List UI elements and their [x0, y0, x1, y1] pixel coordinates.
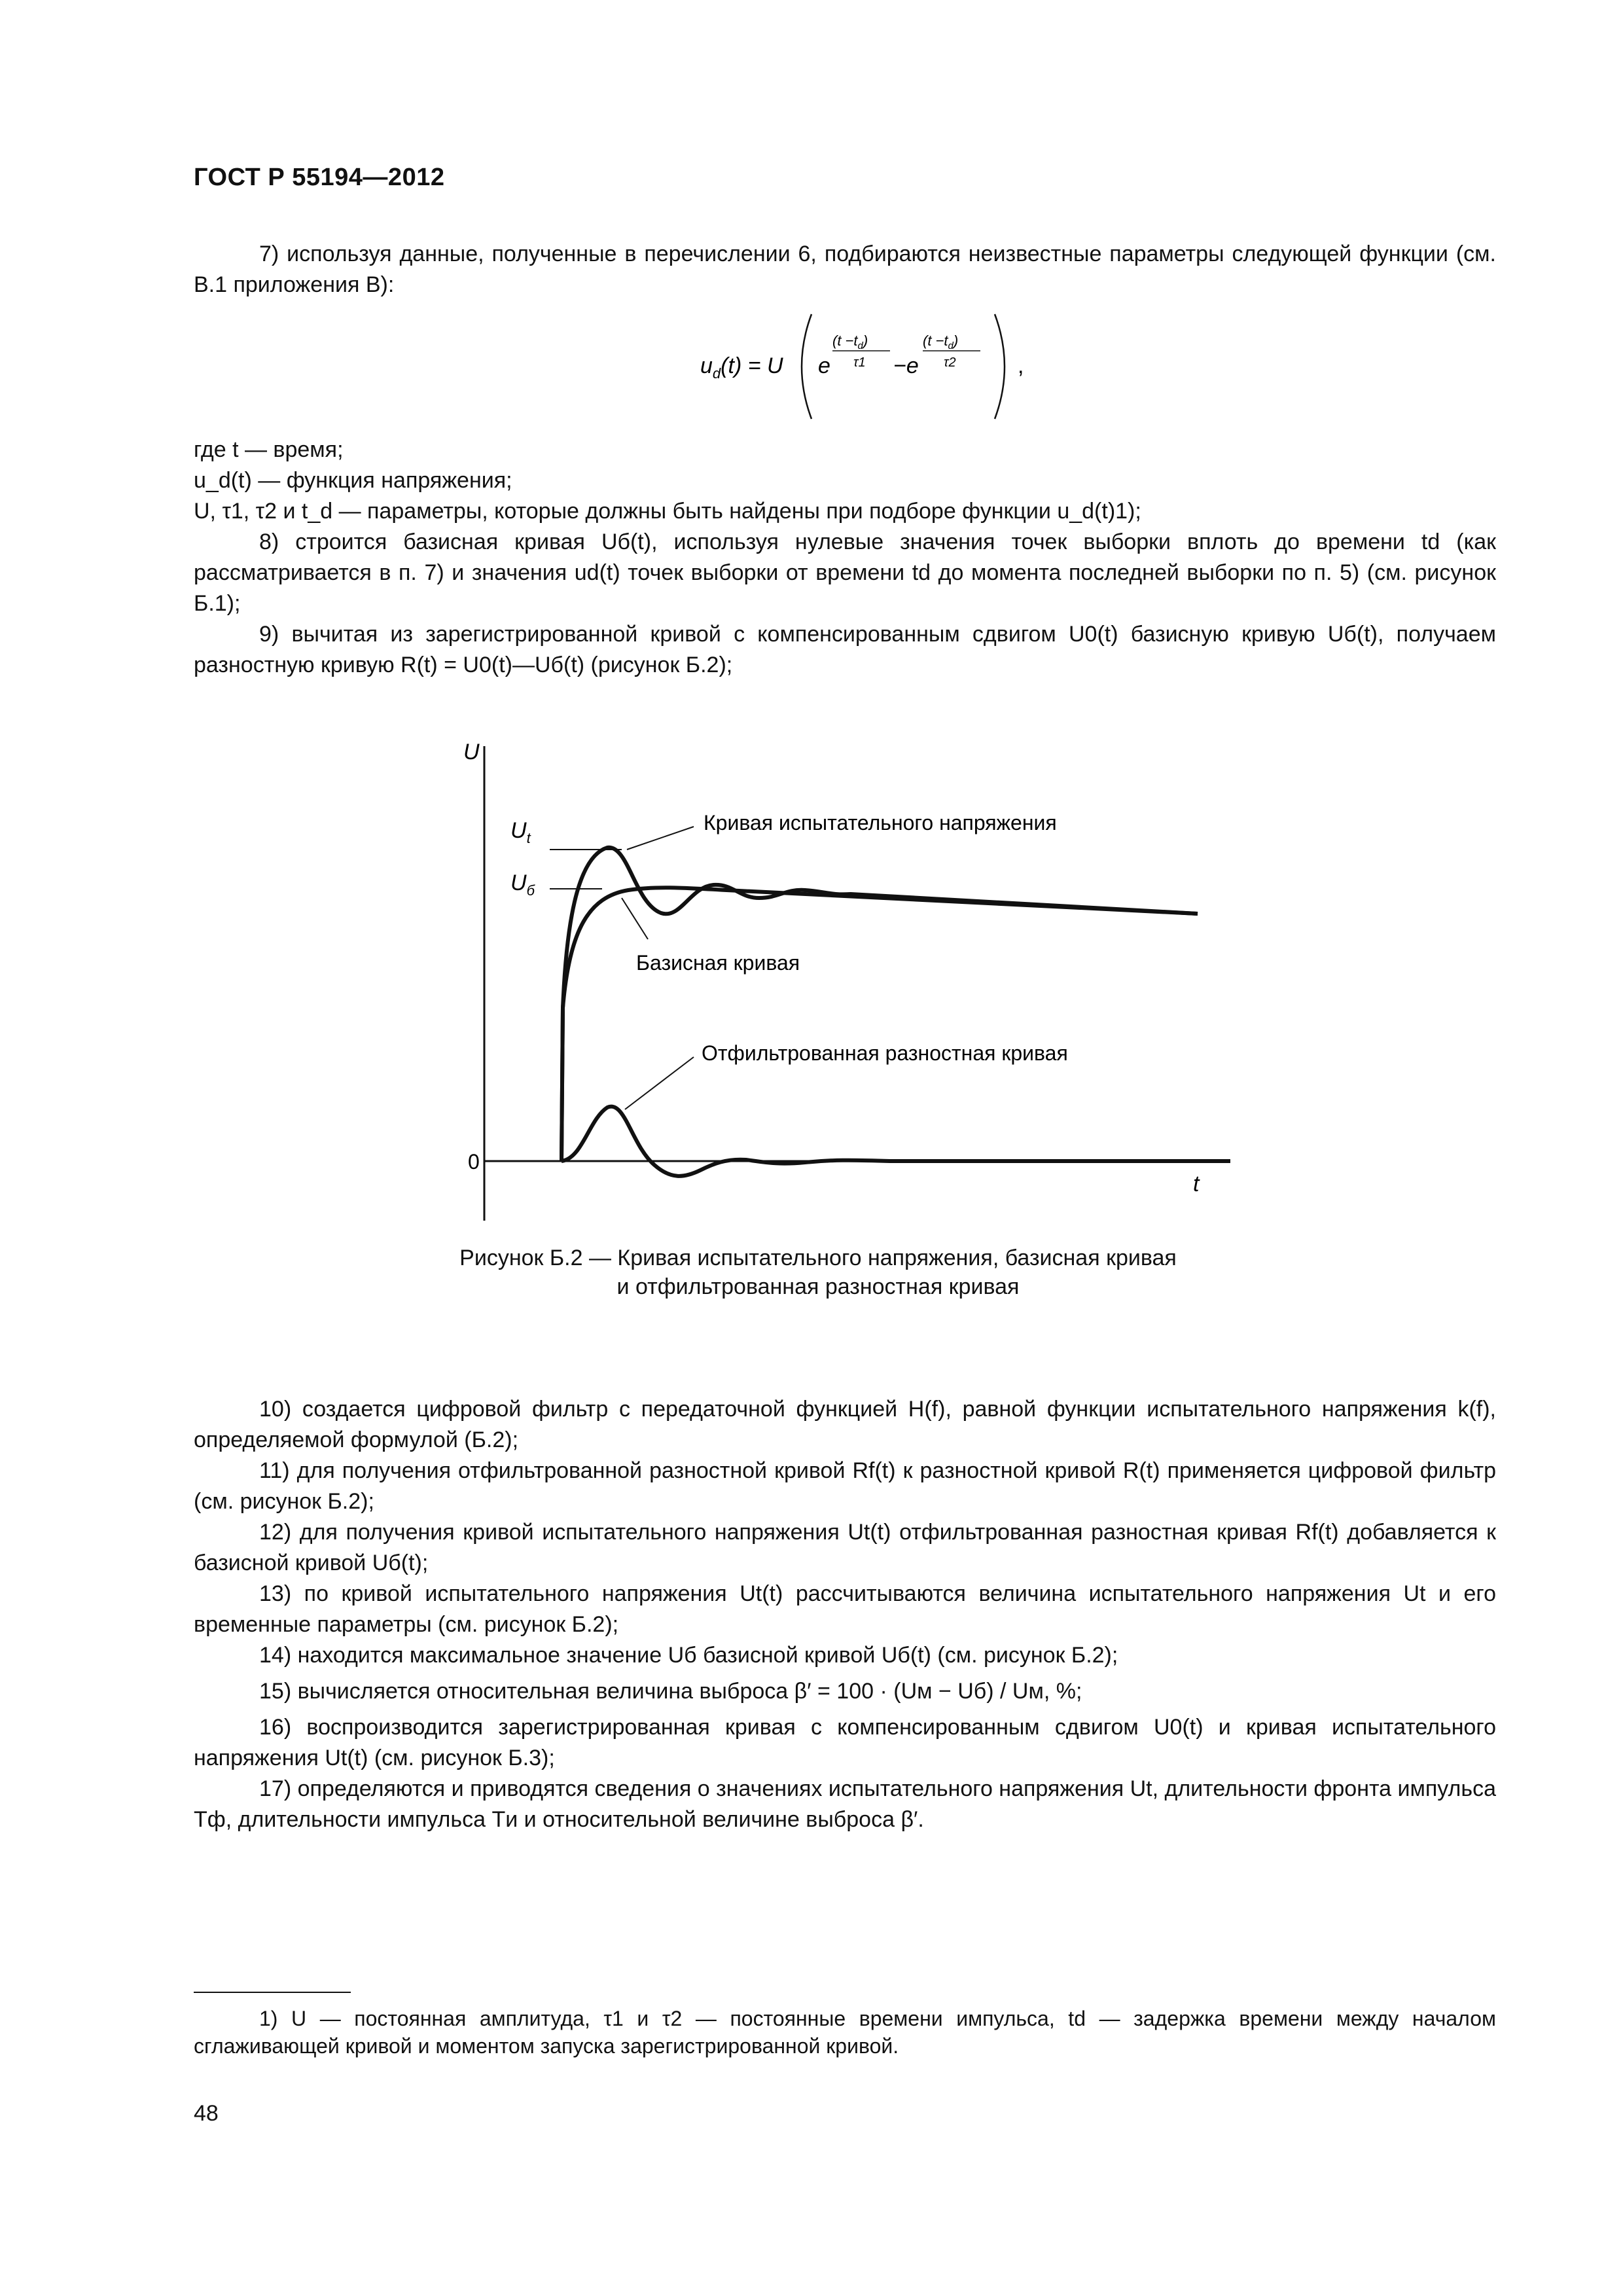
step-item: 17) определяются и приводятся сведения о значениях испытательного напряжения Ut, длительности фронта импульса Tф, длительности импульса Tи и относительной величине выброса β′. — [194, 1776, 1497, 1832]
formula-comma: , — [1018, 353, 1024, 378]
figure-b2 — [432, 733, 1296, 1244]
paragraph-9: 9) вычитая из зарегистрированной кривой с компенсированным сдвигом U0(t) базисную кривую Uб(t), получаем разностную кривую R(t) = U0(t)—Uб(t) (рисунок Б.2); — [194, 622, 1496, 677]
paragraph-7 — [194, 239, 1496, 300]
ut-label: $U_t$ — [510, 818, 531, 846]
annot-base-leader — [622, 898, 648, 939]
paragraph-8: 8) строится базисная кривая Uб(t), используя нулевые значения точек выборки вплоть до времени td (как рассматривается в п. 7) и значения ud(t) точек выборки от времени td до момента последней выборки по п. 5) (см. рисунок Б.1); — [194, 529, 1496, 616]
definitions-block — [194, 435, 1496, 681]
formula-tau2: τ2 — [944, 355, 956, 370]
step-item: 10) создается цифровой фильтр с передаточной функцией H(f), равной функции испытательного напряжения k(f), определяемой формулой (Б.2); — [194, 1397, 1496, 1452]
figure-caption — [393, 1244, 1243, 1301]
step-item: 11) для получения отфильтрованной разностной кривой Rf(t) к разностной кривой R(t) применяется цифровой фильтр (см. рисунок Б.2); — [194, 1458, 1496, 1514]
step-item: 14) находится максимальное значение Uб базисной кривой Uб(t) (см. рисунок Б.2); — [259, 1643, 1118, 1668]
x-axis-label: t — [1193, 1172, 1200, 1196]
paragraph-7-text: 7) используя данные, полученные в перечислении 6, подбираются неизвестные параметры следующей функции (см. В.1 приложения В): — [194, 242, 1496, 297]
formula-lhs: $u_d(t) = U$ — [700, 353, 783, 382]
formula-exp1: $(t -t_d)$ — [832, 332, 868, 351]
formula-e2: −e — [893, 353, 919, 378]
annot-test-leader — [627, 827, 694, 850]
annot-test-text: Кривая испытательного напряжения — [704, 811, 1057, 834]
page-number: 48 — [194, 2101, 219, 2126]
filtered-difference-curve — [562, 1107, 1230, 1176]
ub-label: $U_б$ — [510, 870, 535, 899]
figure-caption-line-1: Рисунок Б.2 — Кривая испытательного напряжения, базисная кривая — [459, 1246, 1177, 1270]
annot-diff-text: Отфильтрованная разностная кривая — [702, 1041, 1068, 1065]
annot-base-text: Базисная кривая — [636, 951, 800, 975]
step-item: 16) воспроизводится зарегистрированная кривая с компенсированным сдвигом U0(t) и кривая испытательного напряжения Ut(t) (см. рисунок Б.3); — [194, 1715, 1496, 1770]
where-line-3: U, τ1, τ2 и t_d — параметры, которые должны быть найдены при подборе функции u_d(t)1); — [194, 499, 1141, 524]
where-line-2: u_d(t) — функция напряжения; — [194, 468, 512, 493]
steps-list — [194, 1394, 1496, 1835]
footnote: 1) U — постоянная амплитуда, τ1 и τ2 — постоянные времени импульса, td — задержка времени между началом сглаживающей кривой и моментом запуска зарегистрированной кривой. — [194, 2007, 1496, 2058]
y-axis-label: U — [463, 740, 480, 764]
formula-exp2: $(t -t_d)$ — [923, 332, 959, 351]
formula-right-paren — [995, 314, 1005, 419]
where-line-1: где t — время; — [194, 437, 344, 462]
step-item: 13) по кривой испытательного напряжения Ut(t) рассчитываются величина испытательного напряжения Ut и его временные параметры (см. рисунок Б.2); — [194, 1581, 1496, 1637]
formula-left-paren — [802, 314, 812, 419]
annot-diff-leader — [625, 1057, 694, 1109]
footnote-separator — [194, 1992, 351, 1993]
base-curve — [562, 888, 1198, 1161]
figure-caption-line-2: и отфильтрованная разностная кривая — [616, 1274, 1020, 1299]
test-voltage-curve — [562, 848, 1198, 1161]
document-header: ГОСТ Р 55194—2012 — [194, 164, 445, 191]
formula-ud — [687, 308, 1080, 425]
formula-tau1: τ1 — [853, 355, 866, 370]
step-item: 12) для получения кривой испытательного напряжения Ut(t) отфильтрованная разностная кривая Rf(t) добавляется к базисной кривой Uб(t); — [194, 1520, 1496, 1575]
step-item: 15) вычисляется относительная величина выброса β′ = 100 · (Uм − Uб) / Uм, %; — [259, 1679, 1082, 1704]
zero-label: 0 — [468, 1150, 480, 1174]
formula-e1: e — [818, 353, 830, 378]
